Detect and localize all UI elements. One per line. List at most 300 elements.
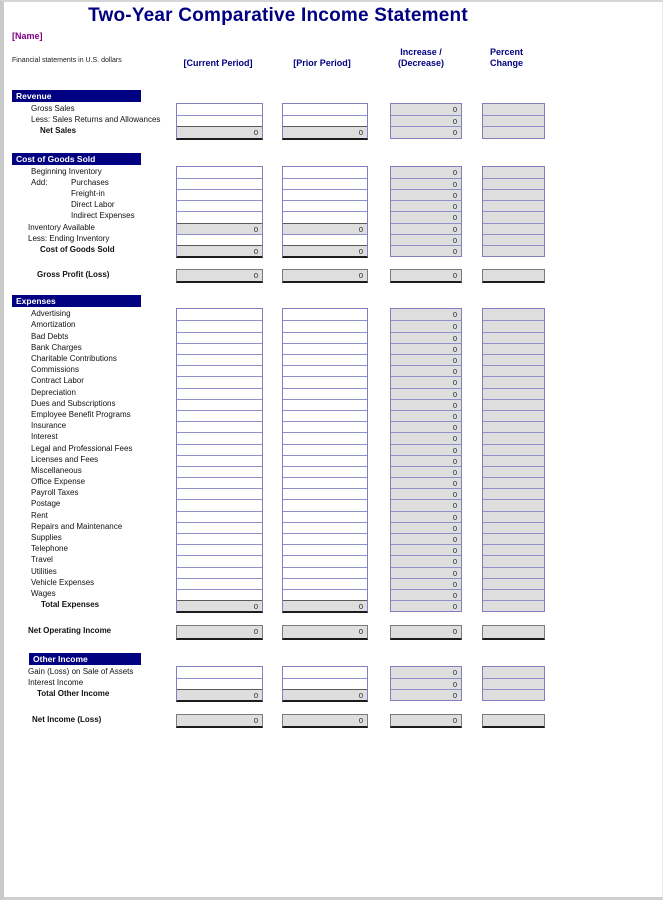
row-label-text: Charitable Contributions bbox=[31, 354, 117, 363]
cell-expenses-6-pct bbox=[483, 376, 544, 387]
cell-cost-of-goods-sold-4-incdec: 0 bbox=[391, 211, 461, 222]
row-label-text: Direct Labor bbox=[71, 200, 115, 210]
row-label-expenses bbox=[4, 554, 176, 565]
row-label-expenses bbox=[4, 521, 176, 532]
row-label-text: Total Expenses bbox=[41, 600, 100, 610]
value-box-cost-of-goods-sold-incdec bbox=[390, 166, 462, 258]
cell-revenue-1-current[interactable] bbox=[177, 115, 262, 126]
cell-expenses-12-prior[interactable] bbox=[283, 444, 367, 455]
row-label-text: Gross Profit (Loss) bbox=[37, 270, 110, 280]
cell-expenses-16-incdec: 0 bbox=[391, 488, 461, 499]
cell-revenue-2-prior: 0 bbox=[283, 126, 367, 137]
cell-expenses-8-pct bbox=[483, 399, 544, 410]
value-box-gross-profit-pct bbox=[482, 269, 545, 283]
row-label-text: Legal and Professional Fees bbox=[31, 443, 133, 453]
value-box-cost-of-goods-sold-current bbox=[176, 166, 263, 259]
column-header-percent-change bbox=[472, 47, 541, 69]
row-label-other-income bbox=[4, 666, 176, 677]
cell-expenses-21-prior[interactable] bbox=[283, 544, 367, 555]
cell-cost-of-goods-sold-7-pct bbox=[483, 245, 544, 256]
row-label-cost-of-goods-sold bbox=[4, 188, 176, 199]
row-label-expenses bbox=[4, 543, 176, 554]
row-label-text: Net Income (Loss) bbox=[32, 715, 102, 725]
row-label-expenses bbox=[4, 331, 176, 342]
value-box-net-operating-income-pct bbox=[482, 625, 545, 639]
cell-gross-profit-0-incdec: 0 bbox=[391, 270, 461, 281]
section-net-income bbox=[4, 714, 662, 728]
cell-other-income-0-pct bbox=[483, 667, 544, 678]
cell-expenses-13-prior[interactable] bbox=[283, 455, 367, 466]
cell-cost-of-goods-sold-6-incdec: 0 bbox=[391, 234, 461, 245]
cell-expenses-19-incdec: 0 bbox=[391, 522, 461, 533]
cell-expenses-15-prior[interactable] bbox=[283, 477, 367, 488]
cell-other-income-1-incdec: 0 bbox=[391, 678, 461, 689]
cell-net-operating-income-0-pct bbox=[483, 626, 544, 637]
cell-expenses-6-prior[interactable] bbox=[283, 376, 367, 387]
row-label-expenses bbox=[4, 364, 176, 375]
cell-cost-of-goods-sold-6-prior[interactable] bbox=[283, 234, 367, 245]
cell-net-income-0-incdec: 0 bbox=[391, 715, 461, 726]
row-label-expenses bbox=[4, 308, 176, 319]
cell-expenses-5-pct bbox=[483, 365, 544, 376]
cell-expenses-6-current[interactable] bbox=[177, 376, 262, 387]
cell-expenses-10-pct bbox=[483, 421, 544, 432]
label-column-net-operating-income bbox=[4, 625, 176, 636]
column-header-current-period: [Current Period] bbox=[183, 58, 253, 68]
row-label-text: Depreciation bbox=[31, 387, 76, 397]
section-header-revenue: Revenue bbox=[12, 90, 141, 102]
cell-cost-of-goods-sold-1-current[interactable] bbox=[177, 178, 262, 189]
row-label-expenses bbox=[4, 431, 176, 442]
cell-expenses-5-prior[interactable] bbox=[283, 365, 367, 376]
cell-expenses-14-incdec: 0 bbox=[391, 466, 461, 477]
row-label-text: Less: Ending Inventory bbox=[28, 233, 110, 243]
cell-expenses-18-current[interactable] bbox=[177, 511, 262, 522]
cell-expenses-26-incdec: 0 bbox=[391, 600, 461, 611]
cell-expenses-12-current[interactable] bbox=[177, 444, 262, 455]
cell-net-operating-income-0-current: 0 bbox=[177, 626, 262, 637]
cell-expenses-0-pct bbox=[483, 309, 544, 320]
value-box-expenses-prior bbox=[282, 308, 368, 613]
cell-expenses-18-pct bbox=[483, 511, 544, 522]
row-label-text: Contract Labor bbox=[31, 376, 84, 386]
cell-expenses-16-pct bbox=[483, 488, 544, 499]
cell-expenses-0-prior[interactable] bbox=[283, 309, 367, 320]
section-header-expenses: Expenses bbox=[12, 295, 141, 307]
cell-expenses-22-prior[interactable] bbox=[283, 555, 367, 566]
cell-expenses-22-pct bbox=[483, 555, 544, 566]
cell-expenses-12-pct bbox=[483, 444, 544, 455]
cell-expenses-22-incdec: 0 bbox=[391, 555, 461, 566]
cell-expenses-1-incdec: 0 bbox=[391, 320, 461, 331]
cell-expenses-9-prior[interactable] bbox=[283, 410, 367, 421]
cell-expenses-16-current[interactable] bbox=[177, 488, 262, 499]
cell-expenses-17-incdec: 0 bbox=[391, 499, 461, 510]
cell-cost-of-goods-sold-2-incdec: 0 bbox=[391, 189, 461, 200]
column-header-percent-line2: Change bbox=[489, 58, 523, 68]
row-label-text: Payroll Taxes bbox=[31, 488, 79, 498]
cell-expenses-9-incdec: 0 bbox=[391, 410, 461, 421]
row-label-expenses bbox=[4, 409, 176, 420]
cell-cost-of-goods-sold-3-current[interactable] bbox=[177, 200, 262, 211]
row-label-text: Travel bbox=[31, 555, 53, 565]
cell-expenses-10-current[interactable] bbox=[177, 421, 262, 432]
cell-cost-of-goods-sold-0-current[interactable] bbox=[177, 167, 262, 178]
cell-expenses-9-current[interactable] bbox=[177, 410, 262, 421]
cell-expenses-9-pct bbox=[483, 410, 544, 421]
cell-cost-of-goods-sold-3-prior[interactable] bbox=[283, 200, 367, 211]
cell-net-income-0-current: 0 bbox=[177, 715, 262, 726]
cell-other-income-2-current: 0 bbox=[177, 689, 262, 700]
cell-expenses-21-current[interactable] bbox=[177, 544, 262, 555]
row-label-cost-of-goods-sold bbox=[4, 210, 176, 221]
cell-expenses-23-pct bbox=[483, 567, 544, 578]
cell-cost-of-goods-sold-0-prior[interactable] bbox=[283, 167, 367, 178]
row-label-expenses bbox=[4, 566, 176, 577]
cell-gross-profit-0-current: 0 bbox=[177, 270, 262, 281]
cell-expenses-25-incdec: 0 bbox=[391, 589, 461, 600]
row-label-expenses bbox=[4, 532, 176, 543]
cell-expenses-2-pct bbox=[483, 332, 544, 343]
section-net-operating-income bbox=[4, 625, 662, 639]
value-box-expenses-incdec bbox=[390, 308, 462, 612]
cell-expenses-15-incdec: 0 bbox=[391, 477, 461, 488]
label-column-gross-profit bbox=[4, 269, 176, 280]
cell-expenses-24-prior[interactable] bbox=[283, 578, 367, 589]
value-box-cost-of-goods-sold-prior bbox=[282, 166, 368, 259]
cell-expenses-3-pct bbox=[483, 343, 544, 354]
cell-expenses-11-prior[interactable] bbox=[283, 432, 367, 443]
cell-net-operating-income-0-prior: 0 bbox=[283, 626, 367, 637]
cell-cost-of-goods-sold-4-pct bbox=[483, 211, 544, 222]
section-cost-of-goods-sold bbox=[4, 153, 662, 259]
cell-expenses-11-pct bbox=[483, 432, 544, 443]
cell-expenses-15-current[interactable] bbox=[177, 477, 262, 488]
row-label-expenses bbox=[4, 353, 176, 364]
row-label-cost-of-goods-sold bbox=[4, 199, 176, 210]
row-label-text: Miscellaneous bbox=[31, 465, 82, 475]
cell-expenses-17-pct bbox=[483, 499, 544, 510]
cell-expenses-23-incdec: 0 bbox=[391, 567, 461, 578]
row-label-revenue bbox=[4, 114, 176, 125]
row-label-expenses bbox=[4, 599, 176, 610]
cell-expenses-23-prior[interactable] bbox=[283, 567, 367, 578]
cell-other-income-2-incdec: 0 bbox=[391, 689, 461, 700]
cell-expenses-0-current[interactable] bbox=[177, 309, 262, 320]
section-revenue bbox=[4, 90, 662, 140]
row-label-expenses bbox=[4, 476, 176, 487]
row-label-expenses bbox=[4, 498, 176, 509]
row-label-text: Inventory Available bbox=[28, 222, 96, 232]
cell-expenses-14-current[interactable] bbox=[177, 466, 262, 477]
row-label-other-income bbox=[4, 688, 176, 699]
row-label-text: Commissions bbox=[31, 365, 80, 375]
cell-revenue-1-incdec: 0 bbox=[391, 115, 461, 126]
cell-cost-of-goods-sold-0-pct bbox=[483, 167, 544, 178]
cell-revenue-1-prior[interactable] bbox=[283, 115, 367, 126]
row-label-expenses bbox=[4, 487, 176, 498]
statement-body bbox=[4, 90, 662, 728]
row-label-revenue bbox=[4, 125, 176, 136]
value-box-gross-profit-current bbox=[176, 269, 263, 283]
row-label-revenue bbox=[4, 103, 176, 114]
value-box-revenue-current bbox=[176, 103, 263, 140]
row-label-text: Gain (Loss) on Sale of Assets bbox=[28, 666, 134, 676]
row-label-text: Freight-in bbox=[71, 188, 105, 198]
cell-expenses-13-incdec: 0 bbox=[391, 455, 461, 466]
row-label-net-income bbox=[4, 714, 176, 725]
value-box-expenses-pct bbox=[482, 308, 545, 612]
cell-other-income-1-prior[interactable] bbox=[283, 678, 367, 689]
cell-expenses-20-prior[interactable] bbox=[283, 533, 367, 544]
cell-cost-of-goods-sold-7-prior: 0 bbox=[283, 245, 367, 256]
row-label-expenses bbox=[4, 387, 176, 398]
cell-net-operating-income-0-incdec: 0 bbox=[391, 626, 461, 637]
cell-expenses-25-current[interactable] bbox=[177, 589, 262, 600]
row-label-text: Employee Benefit Programs bbox=[31, 409, 131, 419]
cell-expenses-3-prior[interactable] bbox=[283, 343, 367, 354]
cell-net-income-0-prior: 0 bbox=[283, 715, 367, 726]
cell-expenses-3-current[interactable] bbox=[177, 343, 262, 354]
section-expenses bbox=[4, 295, 662, 613]
cell-expenses-13-current[interactable] bbox=[177, 455, 262, 466]
section-header-other-income: Other Income bbox=[29, 653, 141, 665]
cell-cost-of-goods-sold-3-pct bbox=[483, 200, 544, 211]
cell-gross-profit-0-prior: 0 bbox=[283, 270, 367, 281]
cell-cost-of-goods-sold-2-pct bbox=[483, 189, 544, 200]
row-label-expenses bbox=[4, 398, 176, 409]
cell-expenses-7-pct bbox=[483, 388, 544, 399]
row-label-expenses bbox=[4, 375, 176, 386]
cell-expenses-18-prior[interactable] bbox=[283, 511, 367, 522]
cell-expenses-11-current[interactable] bbox=[177, 432, 262, 443]
cell-expenses-10-incdec: 0 bbox=[391, 421, 461, 432]
cell-other-income-1-pct bbox=[483, 678, 544, 689]
cell-revenue-0-prior[interactable] bbox=[283, 104, 367, 115]
company-name-field[interactable]: [Name] bbox=[12, 31, 43, 41]
cell-expenses-19-pct bbox=[483, 522, 544, 533]
row-label-text: Office Expense bbox=[31, 477, 86, 487]
row-label-text: Telephone bbox=[31, 544, 68, 554]
row-label-text: Vehicle Expenses bbox=[31, 577, 95, 587]
cell-expenses-24-incdec: 0 bbox=[391, 578, 461, 589]
cell-expenses-25-pct bbox=[483, 589, 544, 600]
cell-expenses-7-prior[interactable] bbox=[283, 388, 367, 399]
value-box-other-income-current bbox=[176, 666, 263, 703]
value-box-net-operating-income-current bbox=[176, 625, 263, 639]
value-box-cost-of-goods-sold-pct bbox=[482, 166, 545, 258]
cell-expenses-17-prior[interactable] bbox=[283, 499, 367, 510]
value-box-revenue-pct bbox=[482, 103, 545, 139]
column-header-prior-period: [Prior Period] bbox=[293, 58, 351, 68]
section-header-cost-of-goods-sold: Cost of Goods Sold bbox=[12, 153, 141, 165]
value-box-other-income-prior bbox=[282, 666, 368, 703]
row-label-expenses bbox=[4, 588, 176, 599]
cell-expenses-20-pct bbox=[483, 533, 544, 544]
row-label-text: Less: Sales Returns and Allowances bbox=[31, 115, 161, 125]
cell-expenses-8-incdec: 0 bbox=[391, 399, 461, 410]
cell-other-income-0-prior[interactable] bbox=[283, 667, 367, 678]
label-column-net-income bbox=[4, 714, 176, 725]
cell-expenses-1-current[interactable] bbox=[177, 320, 262, 331]
cell-cost-of-goods-sold-4-current[interactable] bbox=[177, 211, 262, 222]
row-label-text: Net Sales bbox=[40, 126, 77, 136]
cell-revenue-1-pct bbox=[483, 115, 544, 126]
column-header-increase-line1: Increase / bbox=[400, 47, 442, 57]
value-box-revenue-prior bbox=[282, 103, 368, 140]
cell-expenses-24-pct bbox=[483, 578, 544, 589]
section-gross-profit bbox=[4, 269, 662, 283]
cell-cost-of-goods-sold-2-prior[interactable] bbox=[283, 189, 367, 200]
cell-expenses-20-incdec: 0 bbox=[391, 533, 461, 544]
row-label-gross-profit bbox=[4, 269, 176, 280]
cell-expenses-11-incdec: 0 bbox=[391, 432, 461, 443]
cell-cost-of-goods-sold-5-prior: 0 bbox=[283, 223, 367, 234]
cell-expenses-10-prior[interactable] bbox=[283, 421, 367, 432]
row-label-text: Licenses and Fees bbox=[31, 454, 99, 464]
cell-cost-of-goods-sold-5-pct bbox=[483, 223, 544, 234]
value-box-net-income-pct bbox=[482, 714, 545, 728]
row-label-text: Interest Income bbox=[28, 677, 84, 687]
value-box-other-income-incdec bbox=[390, 666, 462, 702]
row-label-text: Interest bbox=[31, 432, 58, 442]
cell-expenses-7-current[interactable] bbox=[177, 388, 262, 399]
value-box-net-income-prior bbox=[282, 714, 368, 728]
value-box-net-operating-income-incdec bbox=[390, 625, 462, 639]
cell-cost-of-goods-sold-7-incdec: 0 bbox=[391, 245, 461, 256]
row-label-text: Advertising bbox=[31, 309, 71, 319]
cell-expenses-5-incdec: 0 bbox=[391, 365, 461, 376]
value-box-other-income-pct bbox=[482, 666, 545, 702]
cell-expenses-14-prior[interactable] bbox=[283, 466, 367, 477]
cell-expenses-23-current[interactable] bbox=[177, 567, 262, 578]
row-label-text: Insurance bbox=[31, 421, 67, 431]
cell-revenue-2-incdec: 0 bbox=[391, 126, 461, 137]
cell-expenses-25-prior[interactable] bbox=[283, 589, 367, 600]
cell-expenses-13-pct bbox=[483, 455, 544, 466]
row-label-text: Utilities bbox=[31, 566, 57, 576]
cell-expenses-8-current[interactable] bbox=[177, 399, 262, 410]
cell-expenses-4-pct bbox=[483, 354, 544, 365]
cell-revenue-0-current[interactable] bbox=[177, 104, 262, 115]
cell-expenses-22-current[interactable] bbox=[177, 555, 262, 566]
currency-note: Financial statements in U.S. dollars bbox=[12, 57, 122, 64]
cell-expenses-4-current[interactable] bbox=[177, 354, 262, 365]
cell-expenses-4-incdec: 0 bbox=[391, 354, 461, 365]
row-label-text: Cost of Goods Sold bbox=[40, 244, 115, 254]
row-label-text: Repairs and Maintenance bbox=[31, 521, 123, 531]
row-label-text: Net Operating Income bbox=[28, 626, 112, 636]
row-label-expenses bbox=[4, 443, 176, 454]
section-other-income bbox=[4, 653, 662, 703]
row-label-cost-of-goods-sold bbox=[4, 233, 176, 244]
cell-expenses-5-current[interactable] bbox=[177, 365, 262, 376]
cell-net-income-0-pct bbox=[483, 715, 544, 726]
cell-expenses-2-prior[interactable] bbox=[283, 332, 367, 343]
cell-cost-of-goods-sold-5-current: 0 bbox=[177, 223, 262, 234]
row-label-text: Beginning Inventory bbox=[31, 166, 102, 176]
row-label-net-operating-income bbox=[4, 625, 176, 636]
row-label-text: Amortization bbox=[31, 320, 76, 330]
cell-expenses-18-incdec: 0 bbox=[391, 511, 461, 522]
cell-gross-profit-0-pct bbox=[483, 270, 544, 281]
cell-cost-of-goods-sold-1-incdec: 0 bbox=[391, 178, 461, 189]
row-label-text: Total Other Income bbox=[37, 688, 110, 698]
cell-expenses-17-current[interactable] bbox=[177, 499, 262, 510]
cell-cost-of-goods-sold-4-prior[interactable] bbox=[283, 211, 367, 222]
cell-expenses-1-prior[interactable] bbox=[283, 320, 367, 331]
row-label-text: Supplies bbox=[31, 533, 62, 542]
label-column-cost-of-goods-sold bbox=[4, 166, 176, 256]
cell-revenue-0-incdec: 0 bbox=[391, 104, 461, 115]
row-label-cost-of-goods-sold bbox=[4, 244, 176, 255]
row-label-text: Indirect Expenses bbox=[71, 211, 135, 221]
cell-cost-of-goods-sold-3-incdec: 0 bbox=[391, 200, 461, 211]
cell-expenses-26-current: 0 bbox=[177, 600, 262, 611]
cell-expenses-12-incdec: 0 bbox=[391, 444, 461, 455]
cell-cost-of-goods-sold-0-incdec: 0 bbox=[391, 167, 461, 178]
cell-expenses-19-current[interactable] bbox=[177, 522, 262, 533]
column-header-increase-decrease bbox=[382, 47, 460, 69]
row-label-text: Purchases bbox=[71, 177, 109, 187]
cell-expenses-2-incdec: 0 bbox=[391, 332, 461, 343]
row-label-cost-of-goods-sold bbox=[4, 222, 176, 233]
row-label-expenses bbox=[4, 342, 176, 353]
cell-cost-of-goods-sold-2-current[interactable] bbox=[177, 189, 262, 200]
cell-cost-of-goods-sold-1-prior[interactable] bbox=[283, 178, 367, 189]
cell-cost-of-goods-sold-1-pct bbox=[483, 178, 544, 189]
value-box-gross-profit-prior bbox=[282, 269, 368, 283]
value-box-net-income-current bbox=[176, 714, 263, 728]
cell-other-income-2-pct bbox=[483, 689, 544, 700]
cell-expenses-24-current[interactable] bbox=[177, 578, 262, 589]
cell-expenses-8-prior[interactable] bbox=[283, 399, 367, 410]
cell-expenses-21-pct bbox=[483, 544, 544, 555]
row-label-expenses bbox=[4, 577, 176, 588]
row-label-expenses bbox=[4, 465, 176, 476]
cell-expenses-16-prior[interactable] bbox=[283, 488, 367, 499]
cell-expenses-4-prior[interactable] bbox=[283, 354, 367, 365]
column-header-percent-line1: Percent bbox=[489, 47, 524, 57]
cell-expenses-1-pct bbox=[483, 320, 544, 331]
row-label-text: Gross Sales bbox=[31, 104, 75, 113]
cell-expenses-19-prior[interactable] bbox=[283, 522, 367, 533]
label-column-revenue bbox=[4, 103, 176, 137]
cell-cost-of-goods-sold-7-current: 0 bbox=[177, 245, 262, 256]
row-label-cost-of-goods-sold bbox=[4, 177, 176, 188]
row-label-text: Wages bbox=[31, 588, 56, 598]
cell-revenue-0-pct bbox=[483, 104, 544, 115]
cell-other-income-2-prior: 0 bbox=[283, 689, 367, 700]
row-label-text: Dues and Subscriptions bbox=[31, 398, 116, 408]
cell-cost-of-goods-sold-5-incdec: 0 bbox=[391, 223, 461, 234]
cell-expenses-15-pct bbox=[483, 477, 544, 488]
cell-cost-of-goods-sold-6-current[interactable] bbox=[177, 234, 262, 245]
value-box-gross-profit-incdec bbox=[390, 269, 462, 283]
cell-other-income-1-current[interactable] bbox=[177, 678, 262, 689]
cell-other-income-0-current[interactable] bbox=[177, 667, 262, 678]
cell-expenses-20-current[interactable] bbox=[177, 533, 262, 544]
row-label-expenses bbox=[4, 510, 176, 521]
row-label-prefix: Add: bbox=[31, 177, 48, 187]
cell-expenses-2-current[interactable] bbox=[177, 332, 262, 343]
cell-expenses-3-incdec: 0 bbox=[391, 343, 461, 354]
cell-expenses-7-incdec: 0 bbox=[391, 388, 461, 399]
cell-expenses-26-prior: 0 bbox=[283, 600, 367, 611]
cell-other-income-0-incdec: 0 bbox=[391, 667, 461, 678]
column-header-increase-line2: (Decrease) bbox=[397, 58, 445, 68]
row-label-expenses bbox=[4, 420, 176, 431]
